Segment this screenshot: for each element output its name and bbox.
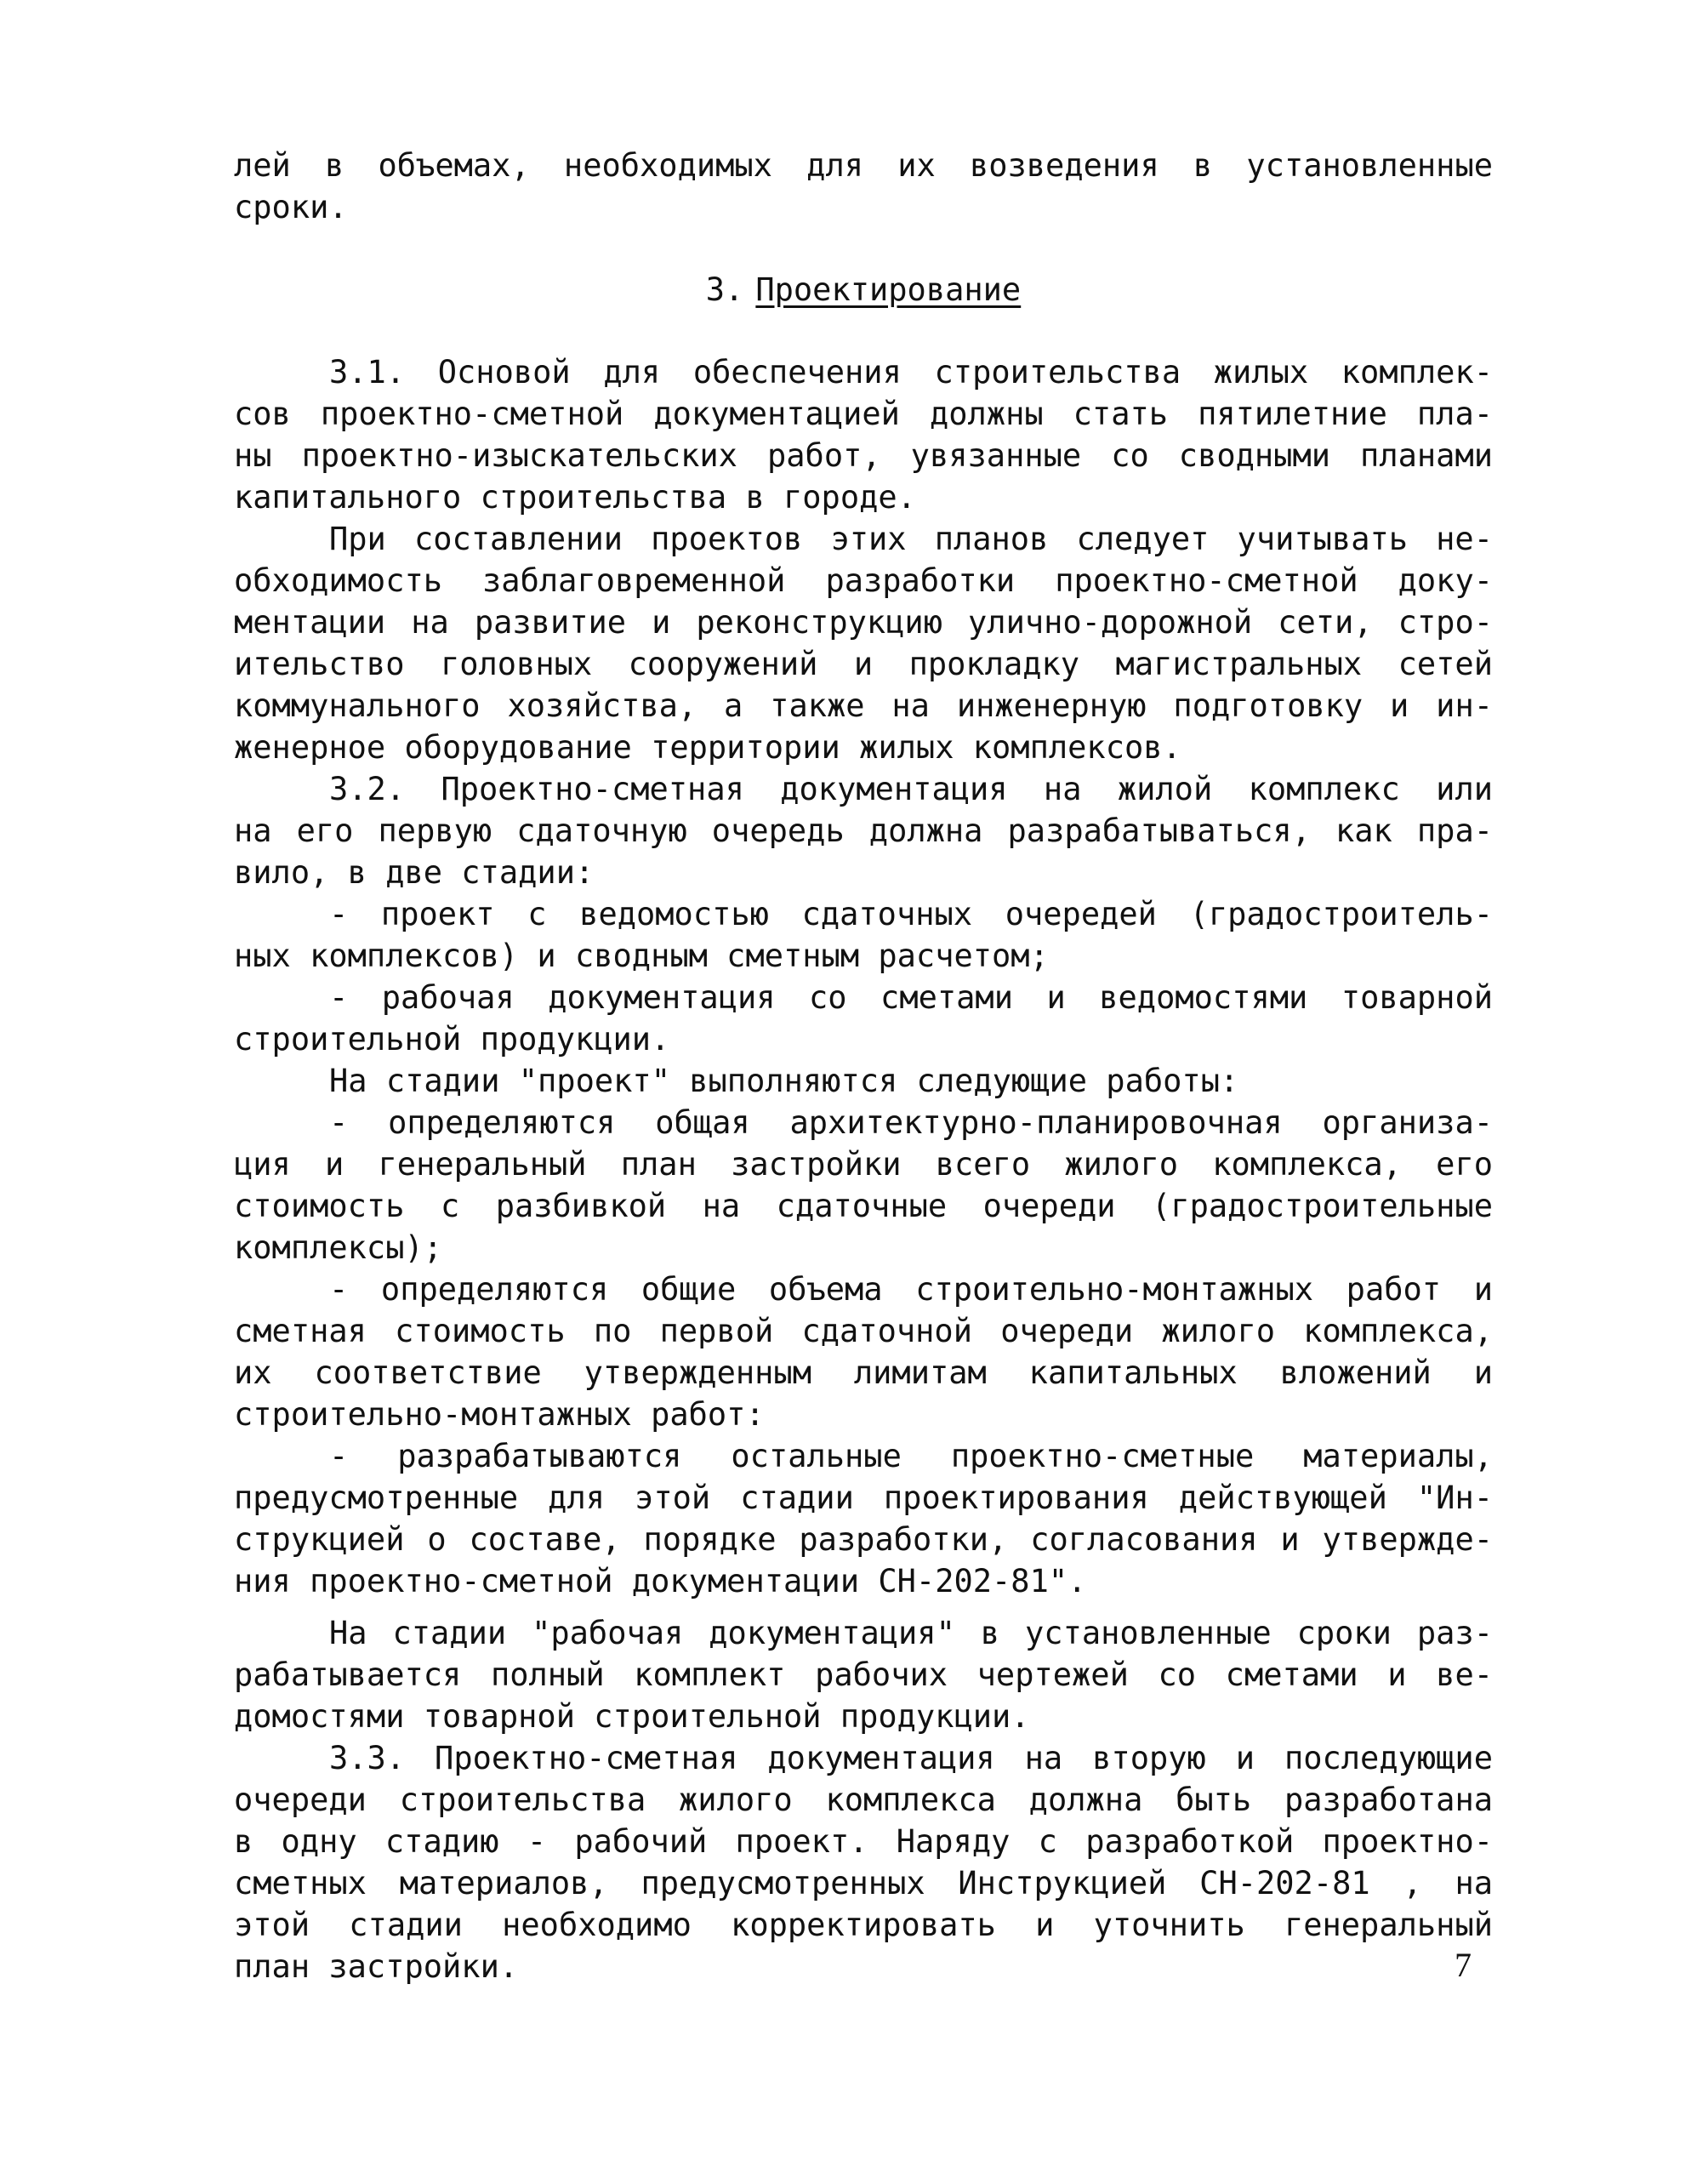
intro-line-1: лей в объемах, необходимых для их возведения в установленные (234, 147, 1493, 184)
text-line: предусмотренные для этой стадии проектирования действующей "Ин- (234, 1480, 1493, 1516)
text-line: На стадии "рабочая документация" в установленные сроки раз- (329, 1615, 1493, 1651)
paragraph-3-2 (234, 768, 1493, 893)
intro-line-2: сроки. (234, 189, 348, 225)
text-line: рабатывается полный комплект рабочих чертежей со сметами и ве- (234, 1656, 1493, 1693)
text-line: - рабочая документация со сметами и ведомостями товарной (329, 979, 1493, 1016)
text-line: стоимость с разбивкой на сдаточные очереди (градостроительные (234, 1188, 1493, 1224)
text-line: ния проектно-сметной документации СН-202-81". (234, 1563, 1087, 1599)
text-line: ментации на развитие и реконструкцию улично-дорожной сети, стро- (234, 604, 1493, 641)
document-page (234, 145, 1493, 2101)
page-number: 7 (1455, 1946, 1472, 1984)
text-line: очереди строительства жилого комплекса должна быть разработана (234, 1782, 1493, 1818)
text-line: строительной продукции. (234, 1021, 670, 1058)
text-line: 3.2. Проектно-сметная документация на жилой комплекс или (329, 771, 1493, 807)
list-item-working-docs (234, 977, 1493, 1060)
paragraph-3-1 (234, 351, 1493, 518)
text-line: сов проектно-сметной документацией должны стать пятилетние пла- (234, 396, 1493, 432)
text-line: этой стадии необходимо корректировать и уточнить генеральный (234, 1907, 1493, 1943)
paragraph-stage-working-docs (234, 1612, 1493, 1737)
text-line: струкцией о составе, порядке разработки, согласования и утвержде- (234, 1521, 1493, 1558)
text-line: На стадии "проект" выполняются следующие работы: (329, 1063, 1239, 1099)
intro-paragraph (234, 145, 1493, 228)
text-line: на его первую сдаточную очередь должна разрабатываться, как пра- (234, 813, 1493, 849)
text-line: При составлении проектов этих планов следует учитывать не- (329, 521, 1493, 557)
paragraph-planning (234, 518, 1493, 768)
text-line: ция и генеральный план застройки всего жилого комплекса, его (234, 1146, 1493, 1183)
text-line: женерное оборудование территории жилых комплексов. (234, 729, 1181, 766)
text-line: вило, в две стадии: (234, 854, 595, 891)
text-line: план застройки. (234, 1948, 519, 1985)
text-line: ительство головных сооружений и прокладку магистральных сетей (234, 646, 1493, 682)
text-line: строительно-монтажных работ: (234, 1396, 765, 1433)
text-line: в одну стадию - рабочий проект. Наряду с разработкой проектно- (234, 1823, 1493, 1860)
text-line: ны проектно-изыскательских работ, увязанные со сводными планами (234, 437, 1493, 474)
section-heading (234, 269, 1493, 311)
section-title: Проектирование (755, 271, 1022, 308)
text-line: - определяются общая архитектурно-планировочная организа- (329, 1104, 1493, 1141)
text-line: 3.3. Проектно-сметная документация на вторую и последующие (329, 1740, 1493, 1776)
text-line: сметных материалов, предусмотренных Инструкцией СН-202-81 , на (234, 1865, 1493, 1902)
text-line: сметная стоимость по первой сдаточной очереди жилого комплекса, (234, 1313, 1493, 1349)
list-item-other-materials (234, 1435, 1493, 1602)
paragraph-3-3 (234, 1737, 1493, 1987)
text-line: капитального строительства в городе. (234, 479, 916, 516)
section-number: 3. (705, 271, 744, 308)
paragraph-stage-project (234, 1060, 1493, 1102)
text-line: - определяются общие объема строительно-монтажных работ и (329, 1271, 1493, 1308)
text-line: домостями товарной строительной продукции. (234, 1698, 1030, 1735)
text-line: обходимость заблаговременной разработки проектно-сметной доку- (234, 562, 1493, 599)
text-line: - проект с ведомостью сдаточных очередей (градостроитель- (329, 896, 1493, 932)
list-item-project (234, 893, 1493, 977)
text-line: ных комплексов) и сводным сметным расчетом; (234, 938, 1049, 974)
text-line: коммунального хозяйства, а также на инженерную подготовку и ин- (234, 687, 1493, 724)
list-item-organization (234, 1102, 1493, 1269)
text-line: комплексы); (234, 1229, 443, 1266)
list-item-volumes (234, 1269, 1493, 1435)
text-line: 3.1. Основой для обеспечения строительства жилых комплек- (329, 354, 1493, 391)
text-line: их соответствие утвержденным лимитам капитальных вложений и (234, 1354, 1493, 1391)
text-line: - разрабатываются остальные проектно-сметные материалы, (329, 1438, 1493, 1474)
